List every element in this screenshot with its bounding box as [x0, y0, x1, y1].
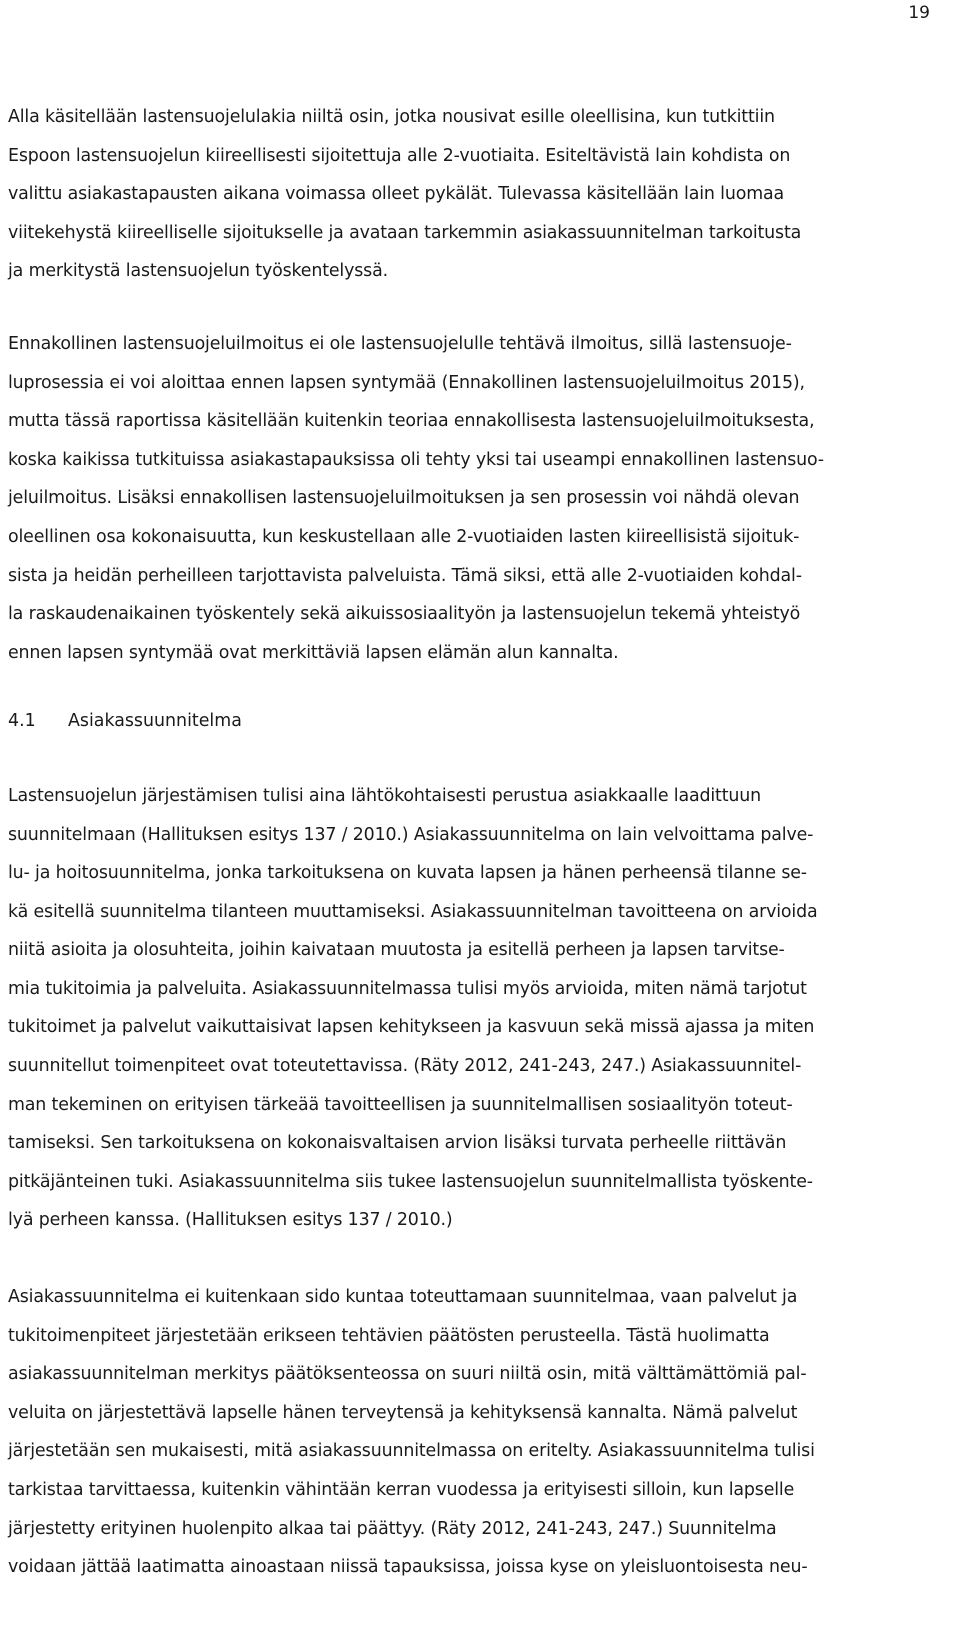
text-line: ennen lapsen syntymää ovat merkittäviä lapsen elämän alun kannalta. — [8, 642, 619, 663]
text-line: sista ja heidän perheilleen tarjottavista palveluista. Tämä siksi, että alle 2-vuotiaiden kohdal- — [8, 565, 802, 586]
text-line: luprosessia ei voi aloittaa ennen lapsen syntymää (Ennakollinen lastensuojeluilmoitus 2015), — [8, 372, 805, 393]
text-line: lyä perheen kanssa. (Hallituksen esitys 137 / 2010.) — [8, 1210, 453, 1231]
text-line: suunnitelmaan (Hallituksen esitys 137 / 2010.) Asiakassuunnitelma on lain velvoittama palve- — [8, 824, 814, 845]
text-line: Lastensuojelun järjestämisen tulisi aina lähtökohtaisesti perustua asiakkaalle laadittuun — [8, 785, 762, 806]
text-line: man tekeminen on erityisen tärkeää tavoitteellisen ja suunnitelmallisen sosiaalityön toteut- — [8, 1094, 793, 1115]
text-line: oleellinen osa kokonaisuutta, kun keskustellaan alle 2-vuotiaiden lasten kiireellisistä sijoituk- — [8, 526, 800, 547]
text-line: Alla käsitellään lastensuojelulakia niiltä osin, jotka nousivat esille oleellisina, kun tutkittiin — [8, 107, 775, 127]
text-line: tukitoimenpiteet järjestetään erikseen tehtävien päätösten perusteella. Tästä huolimatta — [8, 1325, 770, 1346]
text-line: pitkäjänteinen tuki. Asiakassuunnitelma siis tukee lastensuojelun suunnitelmallista työskente- — [8, 1171, 813, 1192]
text-line: tukitoimet ja palvelut vaikuttaisivat lapsen kehitykseen ja kasvuun sekä missä ajassa ja miten — [8, 1017, 815, 1038]
text-line: mutta tässä raportissa käsitellään kuitenkin teoriaa ennakollisesta lastensuojeluilmoituksesta, — [8, 411, 815, 432]
text-line: Asiakassuunnitelma ei kuitenkaan sido kuntaa toteuttamaan suunnitelmaa, vaan palvelut ja — [8, 1287, 798, 1308]
text-line: la raskaudenaikainen työskentely sekä aikuissosiaalityön ja lastensuojelun tekemä yhteistyö — [8, 604, 801, 625]
text-line: lu- ja hoitosuunnitelma, jonka tarkoituksena on kuvata lapsen ja hänen perheensä tilanne se- — [8, 863, 807, 884]
text-line: veluita on järjestettävä lapselle hänen terveytensä ja kehityksensä kannalta. Nämä palvelut — [8, 1402, 798, 1423]
text-line: suunnitellut toimenpiteet ovat toteutettavissa. (Räty 2012, 241-243, 247.) Asiakassuunnitel- — [8, 1056, 802, 1077]
page-number: 19 — [908, 3, 930, 23]
text-line: viitekehystä kiireelliselle sijoitukselle ja avataan tarkemmin asiakassuunnitelman tarkoitusta — [8, 222, 802, 243]
text-line: asiakassuunnitelman merkitys päätöksenteossa on suuri niiltä osin, mitä välttämättömiä pal- — [8, 1364, 807, 1385]
paragraph-intro — [8, 98, 926, 291]
text-line: järjestetään sen mukaisesti, mitä asiakassuunnitelmassa on eritelty. Asiakassuunnitelma tulisi — [8, 1441, 815, 1462]
text-line: valittu asiakastapausten aikana voimassa olleet pykälät. Tulevassa käsitellään lain luomaa — [8, 184, 785, 205]
text-line: ja merkitystä lastensuojelun työskentelyssä. — [8, 261, 388, 282]
section-title: Asiakassuunnitelma — [68, 711, 242, 732]
text-line: mia tukitoimia ja palveluita. Asiakassuunnitelmassa tulisi myös arvioida, miten nämä tarjotut — [8, 978, 807, 999]
text-line: järjestetty erityinen huolenpito alkaa tai päättyy. (Räty 2012, 241-243, 247.) Suunnitelma — [8, 1518, 777, 1539]
text-line: Ennakollinen lastensuojeluilmoitus ei ole lastensuojelulle tehtävä ilmoitus, sillä lastensuoje- — [8, 333, 792, 354]
text-line: niitä asioita ja olosuhteita, joihin kaivataan muutosta ja esitellä perheen ja lapsen tarvitse- — [8, 940, 785, 961]
section-heading — [8, 702, 926, 741]
text-line: tamiseksi. Sen tarkoituksena on kokonaisvaltaisen arvion lisäksi turvata perheelle riittävän — [8, 1133, 787, 1154]
text-line: koska kaikissa tutkituissa asiakastapauksissa oli tehty yksi tai useampi ennakollinen lastensuo- — [8, 449, 824, 470]
text-line: tarkistaa tarvittaessa, kuitenkin vähintään kerran vuodessa ja erityisesti silloin, kun lapselle — [8, 1480, 795, 1500]
paragraph-asiakassuunnitelma-2 — [8, 1278, 926, 1587]
text-line: kä esitellä suunnitelma tilanteen muuttamiseksi. Asiakassuunnitelman tavoitteena on arvioida — [8, 901, 818, 922]
text-line: jeluilmoitus. Lisäksi ennakollisen lastensuojeluilmoituksen ja sen prosessin voi nähdä olevan — [8, 488, 800, 509]
body-text — [8, 98, 926, 1587]
text-line: voidaan jättää laatimatta ainoastaan niissä tapauksissa, joissa kyse on yleisluontoisesta neu- — [8, 1557, 808, 1578]
paragraph-ennakollinen — [8, 325, 926, 672]
paragraph-asiakassuunnitelma — [8, 777, 926, 1240]
text-line: Espoon lastensuojelun kiireellisesti sijoitettuja alle 2-vuotiaita. Esiteltävistä lain kohdista on — [8, 145, 791, 166]
section-number: 4.1 — [8, 711, 36, 732]
